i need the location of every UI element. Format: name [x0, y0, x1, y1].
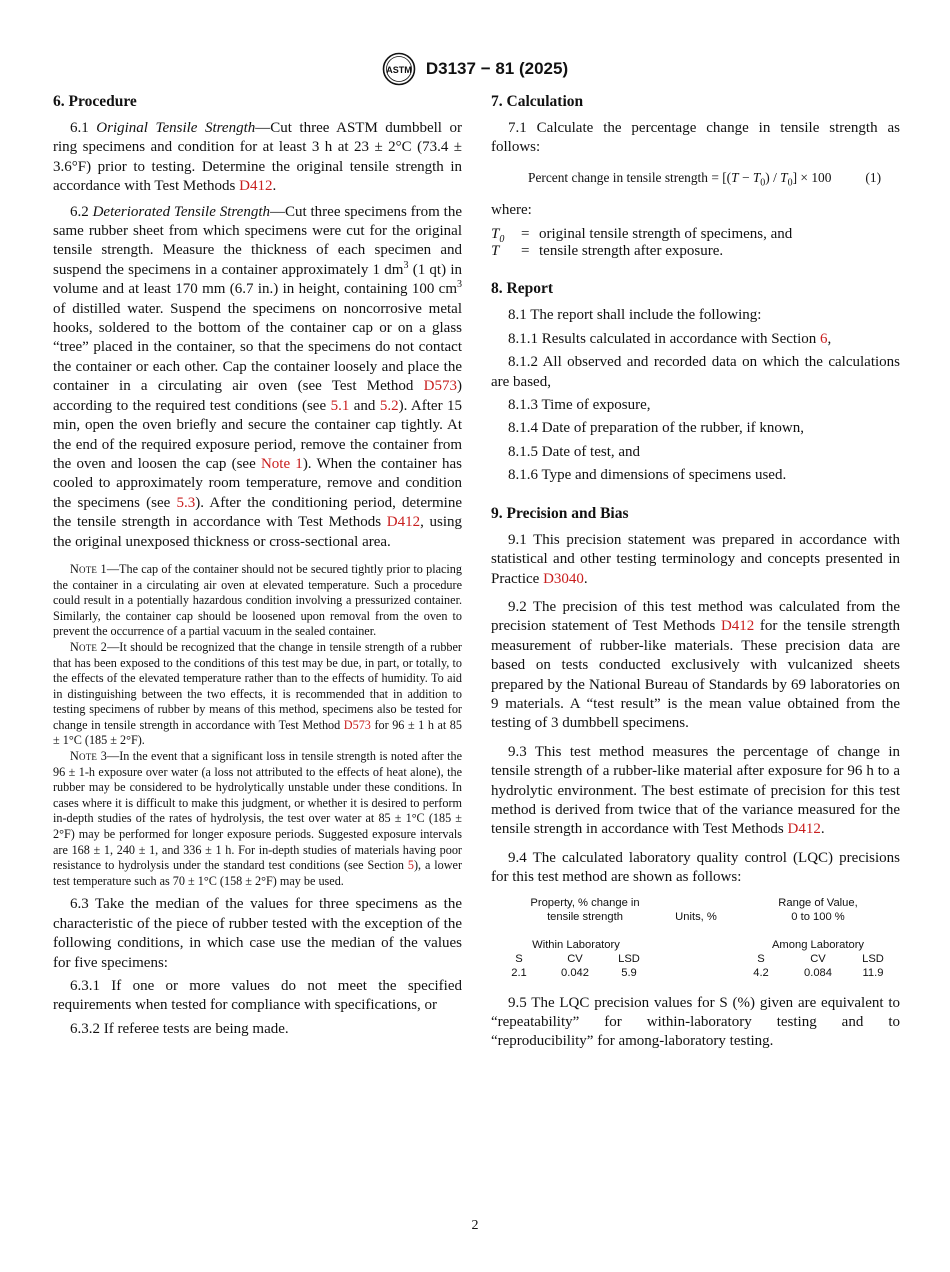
table-col-header: CV [810, 952, 826, 965]
table-header-property: tensile strength [547, 910, 623, 923]
section-7-heading: 7. Calculation [491, 93, 584, 110]
document-designation: D3137 − 81 (2025) [425, 59, 569, 78]
left-column [53, 92, 462, 1039]
paragraph-9-2: 9.2 The precision of this test method was calculated from the precision statement of Test Methods D412 for the tensile strength measurement of rubber-like materials. These precision data are based on tests conducted exclusively with vulcanized sheets prepared by the National Bureau of Standards by 69 laboratories on 9 materials. A “test result” is the mean value obtained from the testing of 3 dumbbell specimens. [491, 598, 901, 732]
link-5-1[interactable]: 5.1 [330, 397, 350, 414]
table-group-among: Among Laboratory [771, 938, 865, 951]
paragraph-8-1-3: 8.1.3 Time of exposure, [508, 397, 651, 414]
paragraph-8-1-1: 8.1.1 Results calculated in accordance with Section 6, [508, 330, 832, 347]
where-item: $T_0$ = original tensile strength of specimens, and [491, 225, 793, 245]
link-note-1[interactable]: Note 1 [260, 455, 303, 472]
paragraph-8-1-2: 8.1.2 All observed and recorded data on which the calculations are based, [491, 354, 900, 390]
table-header-range: Range of Value, [778, 896, 858, 909]
table-cell: 0.042 [561, 966, 589, 979]
link-d412[interactable]: D412 [720, 618, 755, 635]
paragraph-9-5: 9.5 The LQC precision values for S (%) given are equivalent to “repeatability” for within-laboratory testing and to “reproducibility” for among-laboratory testing. [491, 994, 900, 1050]
table-cell: 2.1 [511, 966, 527, 979]
astm-logo-icon [382, 52, 416, 86]
paragraph-9-1: 9.1 This precision statement was prepared in accordance with statistical and other testing terminology and concepts presented in Practice D3040. [491, 531, 900, 587]
paragraph-9-4: 9.4 The calculated laboratory quality control (LQC) precisions for this test method are shown as follows: [491, 849, 900, 886]
page-number: 2 [471, 1218, 479, 1233]
link-d412[interactable]: D412 [386, 514, 421, 531]
table-cell: 4.2 [753, 966, 769, 979]
table-col-header: S [515, 952, 523, 965]
where-list [491, 225, 900, 262]
equation-number: (1) [865, 169, 882, 185]
table-col-header: CV [567, 952, 583, 965]
paragraph-6-3-2: 6.3.2 If referee tests are being made. [70, 1020, 289, 1037]
link-5-2[interactable]: 5.2 [379, 397, 399, 414]
paragraph-7-1: 7.1 Calculate the percentage change in tensile strength as follows: [491, 120, 900, 156]
link-d573[interactable]: D573 [423, 378, 457, 395]
where-label: where: [491, 202, 532, 219]
table-cell: 0.084 [804, 966, 832, 979]
note-3: Note 3—In the event that a significant loss in tensile strength is noted after the 96 ± 1-h exposure over water (a loss not attributed to the effects of heat alone), the rubber may be considered to be hydrolytically unstable under these conditions. In cases where it is difficult to make this judgment, or whether it is desired to perform in-depth studies of the rates of hydrolysis, the test over water at 85 ± 1°C (185 ± 2°F) may be performed for longer exposure periods. Suggested exposure intervals are 168 ± 1, 240 ± 1, and 336 ± 1 h. For in-depth studies of materials having poor resistance to hydrolysis under the standard test conditions (see Section 5), a lower test temperature such as 70 ± 1°C (158 ± 2°F) may be used. [53, 749, 463, 888]
table-group-within: Within Laboratory [532, 938, 620, 951]
table-header-units: Units, % [675, 910, 717, 923]
paragraph-8-1-5: 8.1.5 Date of test, and [508, 443, 641, 460]
right-column [491, 92, 900, 1052]
paragraph-6-2: 6.2 Deteriorated Tensile Strength—Cut three specimens from the same rubber sheet from which specimens were cut for the original tensile strength. Measure the thickness of each specimen and suspend the specimens in a container approximately 1 $dm^3$ (1 qt) in volume and at least 170 mm (6.7 in.) in height, containing 100 $cm^3$ of distilled water. Suspend the specimens on noncorrosive metal hooks, soldered to the bottom of the container cap or on a glass “tree” placed in the container, so that the specimens do not contact the container or each other. Cap the container loosely and place the container in a circulating air oven (see Test Method D573) according to the required test conditions (see 5.1 and 5.2). After 15 min, open the oven briefly and secure the container cap tightly. At the end of the required exposure period, remove the container from the oven and loosen the cap (see Note 1). When the container has cooled to approximately room temperature, remove and condition the specimens (see 5.3). After the conditioning period, determine the tensile strength in accordance with Test Methods D412, using the original unexposed thickness or cross-sectional area. [53, 203, 463, 550]
where-item: T = tensile strength after exposure. [491, 243, 724, 260]
link-5-3[interactable]: 5.3 [176, 494, 196, 511]
link-section-6[interactable]: 6 [819, 330, 828, 347]
section-6-heading: 6. Procedure [53, 93, 137, 110]
note-1: Note 1—The cap of the container should not be secured tightly prior to placing the container in a circulating air oven at elevated temperature. Such a procedure could result in a potentially hazardous condition involving a pressurized container. Similarly, the container cap should be loosened upon removal from the oven to prevent the occurrence of a partial vacuum in the sealed container. [53, 561, 462, 639]
table-header-range: 0 to 100 % [791, 910, 845, 923]
paragraph-6-1: 6.1 Original Tensile Strength—Cut three ASTM dumbbell or ring specimens and condition for at least 3 h at 23 ± 2°C (73.4 ± 3.6°F) prior to testing. Determine the original tensile strength in accordance with Test Methods D412. [53, 120, 462, 195]
table-col-header: S [757, 952, 765, 965]
link-d3040[interactable]: D3040 [543, 570, 584, 587]
equation-1: Percent change in tensile strength = $[(T - T_0) / T_0] \times 100$ (1) [528, 169, 882, 189]
paragraph-8-1: 8.1 The report shall include the following: [508, 307, 762, 324]
note-2: Note 2—It should be recognized that the change in tensile strength of a rubber that has been exposed to the conditions of this test may be due, in part, or totally, to the effects of the elevated temperature rather than to the effects of humidity. To aid in distinguishing between the two effects, it is recommended that in addition to testing specimens of rubber by means of this method, specimens also be tested for change in tensile strength in accordance with Test Method D573 for 96 ± 1 h at 85 ± 1°C (185 ± 2°F). [53, 639, 462, 748]
paragraph-6-3: 6.3 Take the median of the values for three specimens as the characteristic of the piece of rubber tested with the exception of the following conditions, in which case use the median of the values for five specimens: [53, 896, 462, 971]
link-d573[interactable]: D573 [343, 717, 371, 732]
section-8-heading: 8. Report [491, 280, 553, 298]
paragraph-6-3-1: 6.3.1 If one or more values do not meet the specified requirements when tested for compliance with specifications, or [53, 978, 462, 1014]
table-header-property: Property, % change in [530, 896, 640, 909]
svg-text:ASTM: ASTM [386, 65, 412, 75]
paragraph-9-3: 9.3 This test method measures the percentage of change in tensile strength of a rubber-like material after exposure for 96 h to a hydrolytic environment. The best estimate of precision for this test method is derived from twice that of the variance measured for the tensile strength in accordance with Test Methods D412. [491, 743, 900, 838]
page-header [0, 52, 950, 86]
lqc-precision-table [491, 896, 900, 988]
link-d412[interactable]: D412 [787, 821, 821, 838]
section-9-heading: 9. Precision and Bias [491, 504, 629, 522]
table-col-header: LSD [862, 952, 884, 965]
table-cell: 5.9 [621, 966, 637, 979]
table-cell: 11.9 [862, 966, 884, 979]
table-col-header: LSD [618, 952, 640, 965]
paragraph-8-1-4: 8.1.4 Date of preparation of the rubber, if known, [508, 420, 804, 437]
link-d412[interactable]: D412 [239, 178, 273, 195]
paragraph-8-1-6: 8.1.6 Type and dimensions of specimens used. [508, 467, 787, 484]
link-section-5[interactable]: 5 [407, 858, 414, 873]
